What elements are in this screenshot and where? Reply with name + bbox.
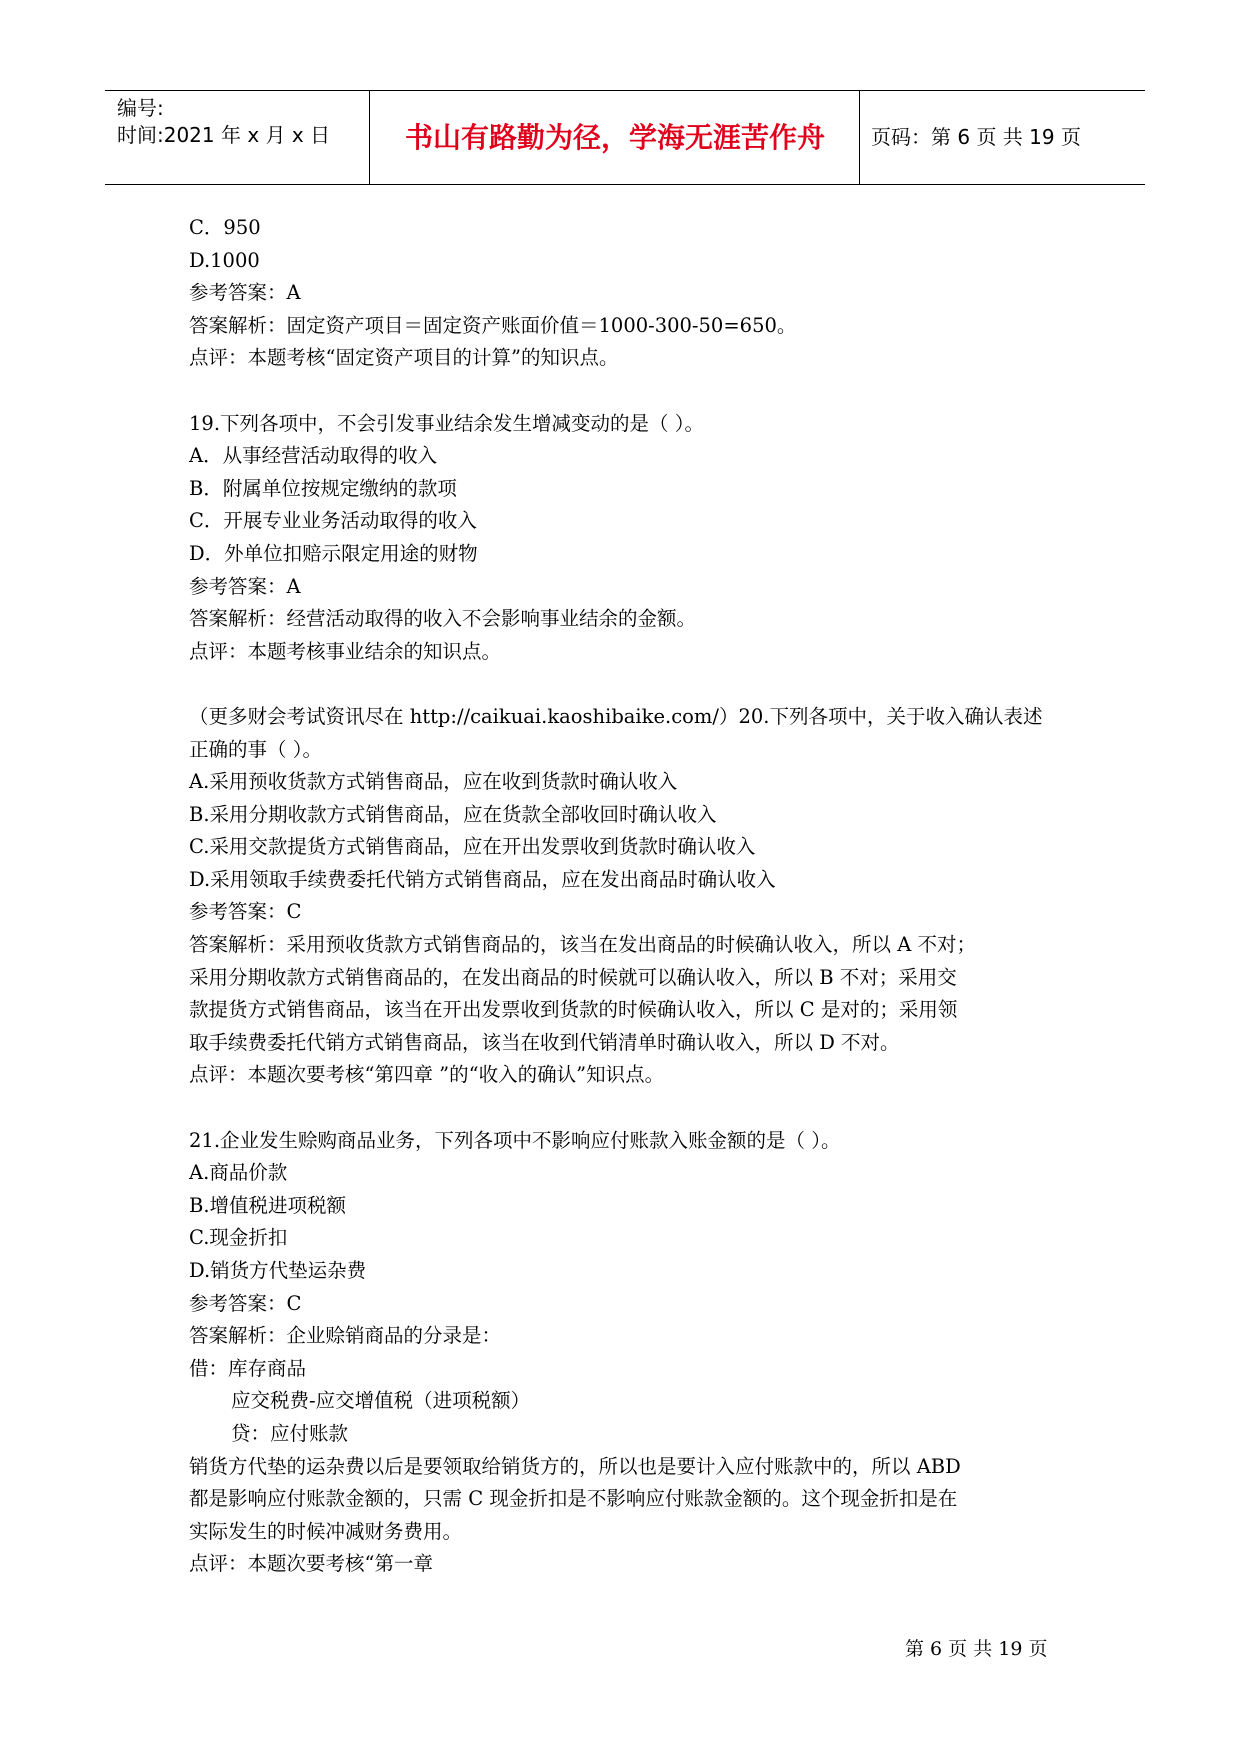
q20-analysis-line: 采用分期收款方式销售商品的，在发出商品的时候就可以确认收入，所以 B 不对；采用交 <box>189 965 957 989</box>
q20-question-line: 正确的事（ ）。 <box>189 737 322 761</box>
q20-answer: 参考答案：C <box>189 900 302 924</box>
document-body <box>189 212 1064 1581</box>
q19-question: 19.下列各项中，不会引发事业结余发生增减变动的是（ ）。 <box>189 411 704 435</box>
q21-entry-tax: 应交税费-应交增值税（进项税额） <box>231 1389 531 1413</box>
q20-option-c: C.采用交款提货方式销售商品，应在开出发票收到货款时确认收入 <box>189 835 756 859</box>
q20-analysis-line: 答案解析：采用预收货款方式销售商品的，该当在发出商品的时候确认收入，所以 A 不对； <box>189 933 976 957</box>
q19-option-b: B．附属单位按规定缴纳的款项 <box>189 476 457 500</box>
header-divider <box>859 91 860 184</box>
q21-option-c: C.现金折扣 <box>189 1226 288 1250</box>
header-meta <box>117 91 369 184</box>
q21-explain-line: 实际发生的时候冲减财务费用。 <box>189 1519 463 1543</box>
q20-option-d: D.采用领取手续费委托代销方式销售商品，应在发出商品时确认收入 <box>189 867 776 891</box>
q21-analysis: 答案解析：企业赊销商品的分录是： <box>189 1324 502 1348</box>
q21-option-d: D.销货方代垫运杂费 <box>189 1259 367 1282</box>
document-time-label: 时间:2021 年 x 月 x 日 <box>117 123 331 147</box>
q21-option-b: B.增值税进项税额 <box>189 1193 347 1217</box>
q19-option-c: C．开展专业业务活动取得的收入 <box>189 509 477 533</box>
q19-comment: 点评：本题考核事业结余的知识点。 <box>189 639 502 663</box>
q21-entry-credit: 贷：应付账款 <box>231 1421 349 1445</box>
q21-comment: 点评：本题次要考核“第一章 <box>189 1552 433 1576</box>
q21-question: 21.企业发生赊购商品业务，下列各项中不影响应付账款入账金额的是（ ）。 <box>189 1128 841 1152</box>
page-header <box>105 90 1145 185</box>
q18-analysis: 答案解析：固定资产项目＝固定资产账面价值＝1000-300-50=650。 <box>189 313 797 337</box>
q18-answer: 参考答案：A <box>189 281 301 305</box>
q21-explain-line: 销货方代垫的运杂费以后是要领取给销货方的，所以也是要计入应付账款中的，所以 ABD <box>189 1454 961 1478</box>
q21-answer: 参考答案：C <box>189 1291 302 1315</box>
q21-option-a: A.商品价款 <box>189 1161 288 1185</box>
q20-comment: 点评：本题次要考核“第四章 ”的“收入的确认”知识点。 <box>189 1063 665 1087</box>
q21-explain-line: 都是影响应付账款金额的，只需 C 现金折扣是不影响应付账款金额的。这个现金折扣是在 <box>189 1487 958 1511</box>
document-number-label: 编号: <box>117 96 164 120</box>
q20-analysis-line: 取手续费委托代销方式销售商品，该当在收到代销清单时确认收入，所以 D 不对。 <box>189 1030 900 1054</box>
paragraph-gap <box>189 1092 1064 1125</box>
q18-option-c: C．950 <box>189 216 261 239</box>
q20-option-b: B.采用分期收款方式销售商品，应在货款全部收回时确认收入 <box>189 802 717 826</box>
q18-option-d: D.1000 <box>189 248 260 272</box>
q19-analysis: 答案解析：经营活动取得的收入不会影响事业结余的金额。 <box>189 607 697 631</box>
q21-entry-debit: 借：库存商品 <box>189 1356 307 1380</box>
header-divider <box>369 91 370 184</box>
q19-option-a: A．从事经营活动取得的收入 <box>189 444 438 468</box>
q19-option-d: D．外单位扣赔示限定用途的财物 <box>189 541 478 565</box>
q20-analysis-line: 款提货方式销售商品，该当在开出发票收到货款的时候确认收入，所以 C 是对的；采用领 <box>189 998 958 1022</box>
q19-answer: 参考答案：A <box>189 574 301 598</box>
paragraph-gap <box>189 668 1064 701</box>
q20-question-line: （更多财会考试资讯尽在 http://caikuai.kaoshibaike.com/）20.下列各项中，关于收入确认表述 <box>189 704 1043 728</box>
page-footer: 第 6 页 共 19 页 <box>905 1638 1048 1660</box>
q18-comment: 点评：本题考核“固定资产项目的计算”的知识点。 <box>189 346 619 370</box>
paragraph-gap <box>189 375 1064 408</box>
header-page-number: 页码：第 6 页 共 19 页 <box>871 125 1081 149</box>
q20-option-a: A.采用预收货款方式销售商品，应在收到货款时确认收入 <box>189 770 678 794</box>
header-motto: 书山有路勤为径，学海无涯苦作舟 <box>404 121 825 154</box>
